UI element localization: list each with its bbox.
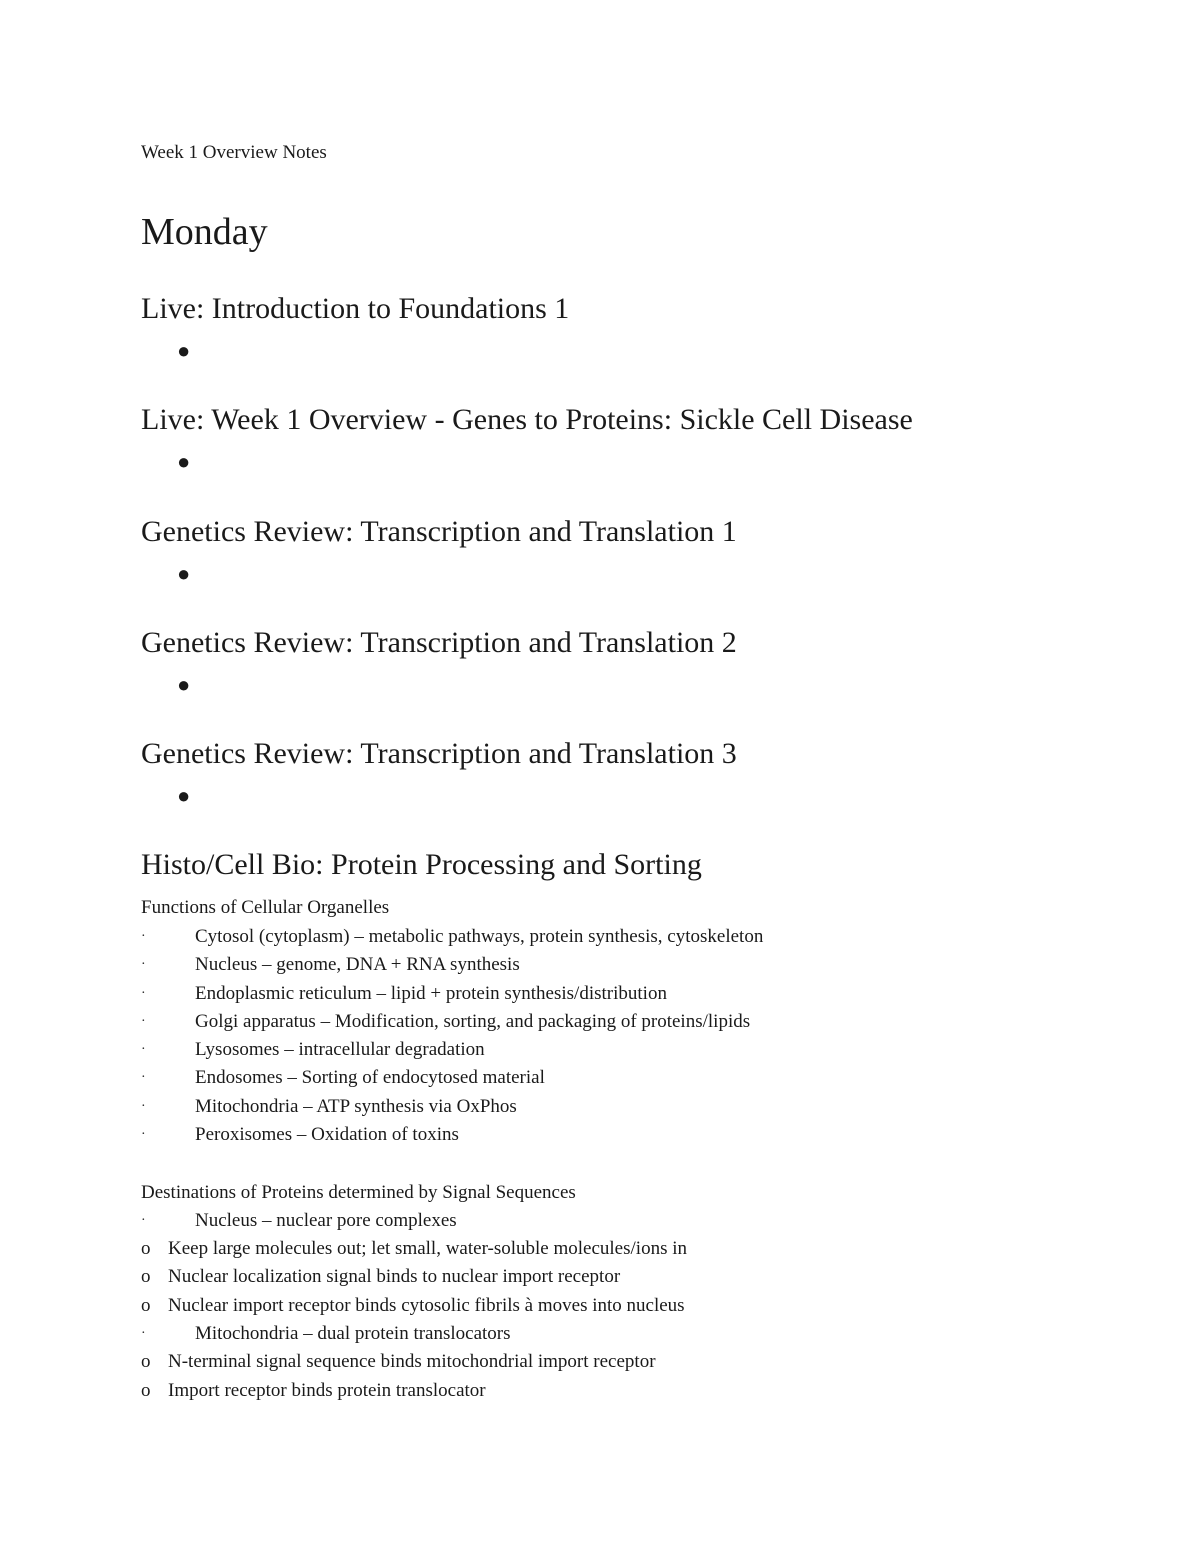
day-heading: Monday [141,211,268,253]
bullet-marker: · [141,1042,146,1057]
sub-bullet-marker: o [141,1266,151,1287]
list-item-text: Nuclear import receptor binds cytosolic fibrils à moves into nucleus [168,1295,685,1316]
list-item-text: Mitochondria – dual protein translocators [195,1323,511,1344]
sub-bullet-marker: o [141,1351,151,1372]
bullet-marker: · [141,957,146,972]
organelles-heading: Functions of Cellular Organelles [141,897,390,918]
list-item-text: Endosomes – Sorting of endocytosed material [195,1067,545,1088]
bullet-marker: · [141,929,146,944]
document-title: Week 1 Overview Notes [141,142,327,163]
bullet-marker: · [141,1099,146,1114]
list-item-text: Cytosol (cytoplasm) – metabolic pathways, protein synthesis, cytoskeleton [195,926,764,947]
empty-bullet: ● [177,338,191,363]
bullet-marker: · [141,1213,146,1228]
empty-bullet: ● [177,561,191,586]
list-item-text: Nucleus – genome, DNA + RNA synthesis [195,954,520,975]
lecture-heading: Live: Week 1 Overview - Genes to Proteins: Sickle Cell Disease [141,403,913,436]
sub-bullet-marker: o [141,1380,151,1401]
empty-bullet: ● [177,783,191,808]
list-item-text: Keep large molecules out; let small, water-soluble molecules/ions in [168,1238,687,1259]
section-heading: Histo/Cell Bio: Protein Processing and Sorting [141,848,702,881]
list-item-text: Peroxisomes – Oxidation of toxins [195,1124,459,1145]
list-item-text: Nuclear localization signal binds to nuclear import receptor [168,1266,621,1287]
lecture-heading: Genetics Review: Transcription and Translation 1 [141,515,737,548]
list-item-text: N-terminal signal sequence binds mitochondrial import receptor [168,1351,656,1372]
bullet-marker: · [141,986,146,1001]
lecture-heading: Live: Introduction to Foundations 1 [141,292,570,325]
sub-bullet-marker: o [141,1238,151,1259]
lecture-heading: Genetics Review: Transcription and Translation 2 [141,626,737,659]
list-item-text: Nucleus – nuclear pore complexes [195,1210,457,1231]
list-item-text: Lysosomes – intracellular degradation [195,1039,485,1060]
list-item-text: Import receptor binds protein translocator [168,1380,486,1401]
bullet-marker: · [141,1127,146,1142]
list-item-text: Endoplasmic reticulum – lipid + protein synthesis/distribution [195,983,667,1004]
list-item-text: Mitochondria – ATP synthesis via OxPhos [195,1096,517,1117]
bullet-marker: · [141,1326,146,1341]
empty-bullet: ● [177,672,191,697]
bullet-marker: · [141,1070,146,1085]
bullet-marker: · [141,1014,146,1029]
destinations-heading: Destinations of Proteins determined by Signal Sequences [141,1182,576,1203]
empty-bullet: ● [177,449,191,474]
list-item-text: Golgi apparatus – Modification, sorting, and packaging of proteins/lipids [195,1011,751,1032]
sub-bullet-marker: o [141,1295,151,1316]
lecture-heading: Genetics Review: Transcription and Translation 3 [141,737,737,770]
